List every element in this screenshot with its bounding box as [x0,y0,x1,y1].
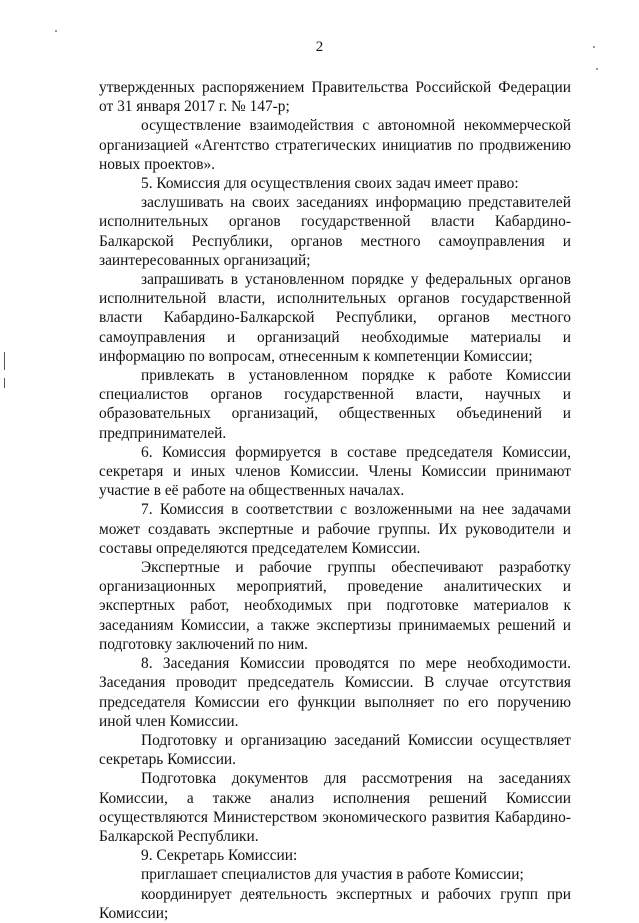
scan-speck [55,30,57,32]
paragraph: приглашает специалистов для участия в работе Комиссии; [141,866,524,884]
paragraph: Экспертные и рабочие группы обеспечивают разработку организационных мероприятий, проведение аналитических и экспертных работ, необходимых при подготовке материалов к заседаниям Комиссии, а также экспертизы принимаемых решений и подготовку заключений по ним. [99,559,571,653]
paragraph: 8. Заседания Комиссии проводятся по мере необходимости. Заседания проводит председатель Комиссии. В случае отсутствия председателя Комиссии его функции выполняет по его поручению иной член Комиссии. [99,655,571,730]
scan-margin-mark [4,378,5,388]
paragraph: Подготовку и организацию заседаний Комиссии осуществляет секретарь Комиссии. [99,731,571,769]
paragraph: Подготовка документов для рассмотрения на заседаниях Комиссии, а также анализ исполнения решений Комиссии осуществляются Министерством экономического развития Кабардино-Балкарской Республики. [99,770,571,845]
paragraph: осуществление взаимодействия с автономной некоммерческой организацией «Агентство стратегических инициатив по продвижению новых проектов». [99,117,571,173]
paragraph: привлекать в установленном порядке к работе Комиссии специалистов органов государственной власти, научных и образовательных организаций, общественных объединений и предпринимателей. [99,367,571,442]
paragraph: 7. Комиссия в соответствии с возложенными на нее задачами может создавать экспертные и рабочие группы. Их руководители и составы определяются председателем Комиссии. [99,501,571,557]
scan-margin-mark [4,352,5,370]
paragraph: 6. Комиссия формируется в составе председателя Комиссии, секретаря и иных членов Комиссии. Члены Комиссии принимают участие в её работе на общественных началах. [99,443,571,500]
paragraph: утвержденных распоряжением Правительства Российской Федерации от 31 января 2017 г. № 147-р; [99,79,571,116]
paragraph: запрашивать в установленном порядке у федеральных органов исполнительной власти, исполнительных органов государственной власти Кабардино-Балкарской Республики, органов местного самоуправления и организаций необходимые материалы и информацию по вопросам, отнесенным к компетенции Комиссии; [99,271,571,365]
paragraph: координирует деятельность экспертных и рабочих групп при Комиссии; [99,885,571,922]
paragraph: заслушивать на своих заседаниях информацию представителей исполнительных органов государственной власти Кабардино-Балкарской Республики, органов местного самоуправления и заинтересованных организаций; [99,194,571,269]
document-body [99,78,571,923]
page-number: 2 [315,39,324,55]
paragraph: 9. Секретарь Комиссии: [141,847,298,865]
paragraph: 5. Комиссия для осуществления своих задач имеет право: [141,175,519,193]
scan-speck [596,68,598,70]
